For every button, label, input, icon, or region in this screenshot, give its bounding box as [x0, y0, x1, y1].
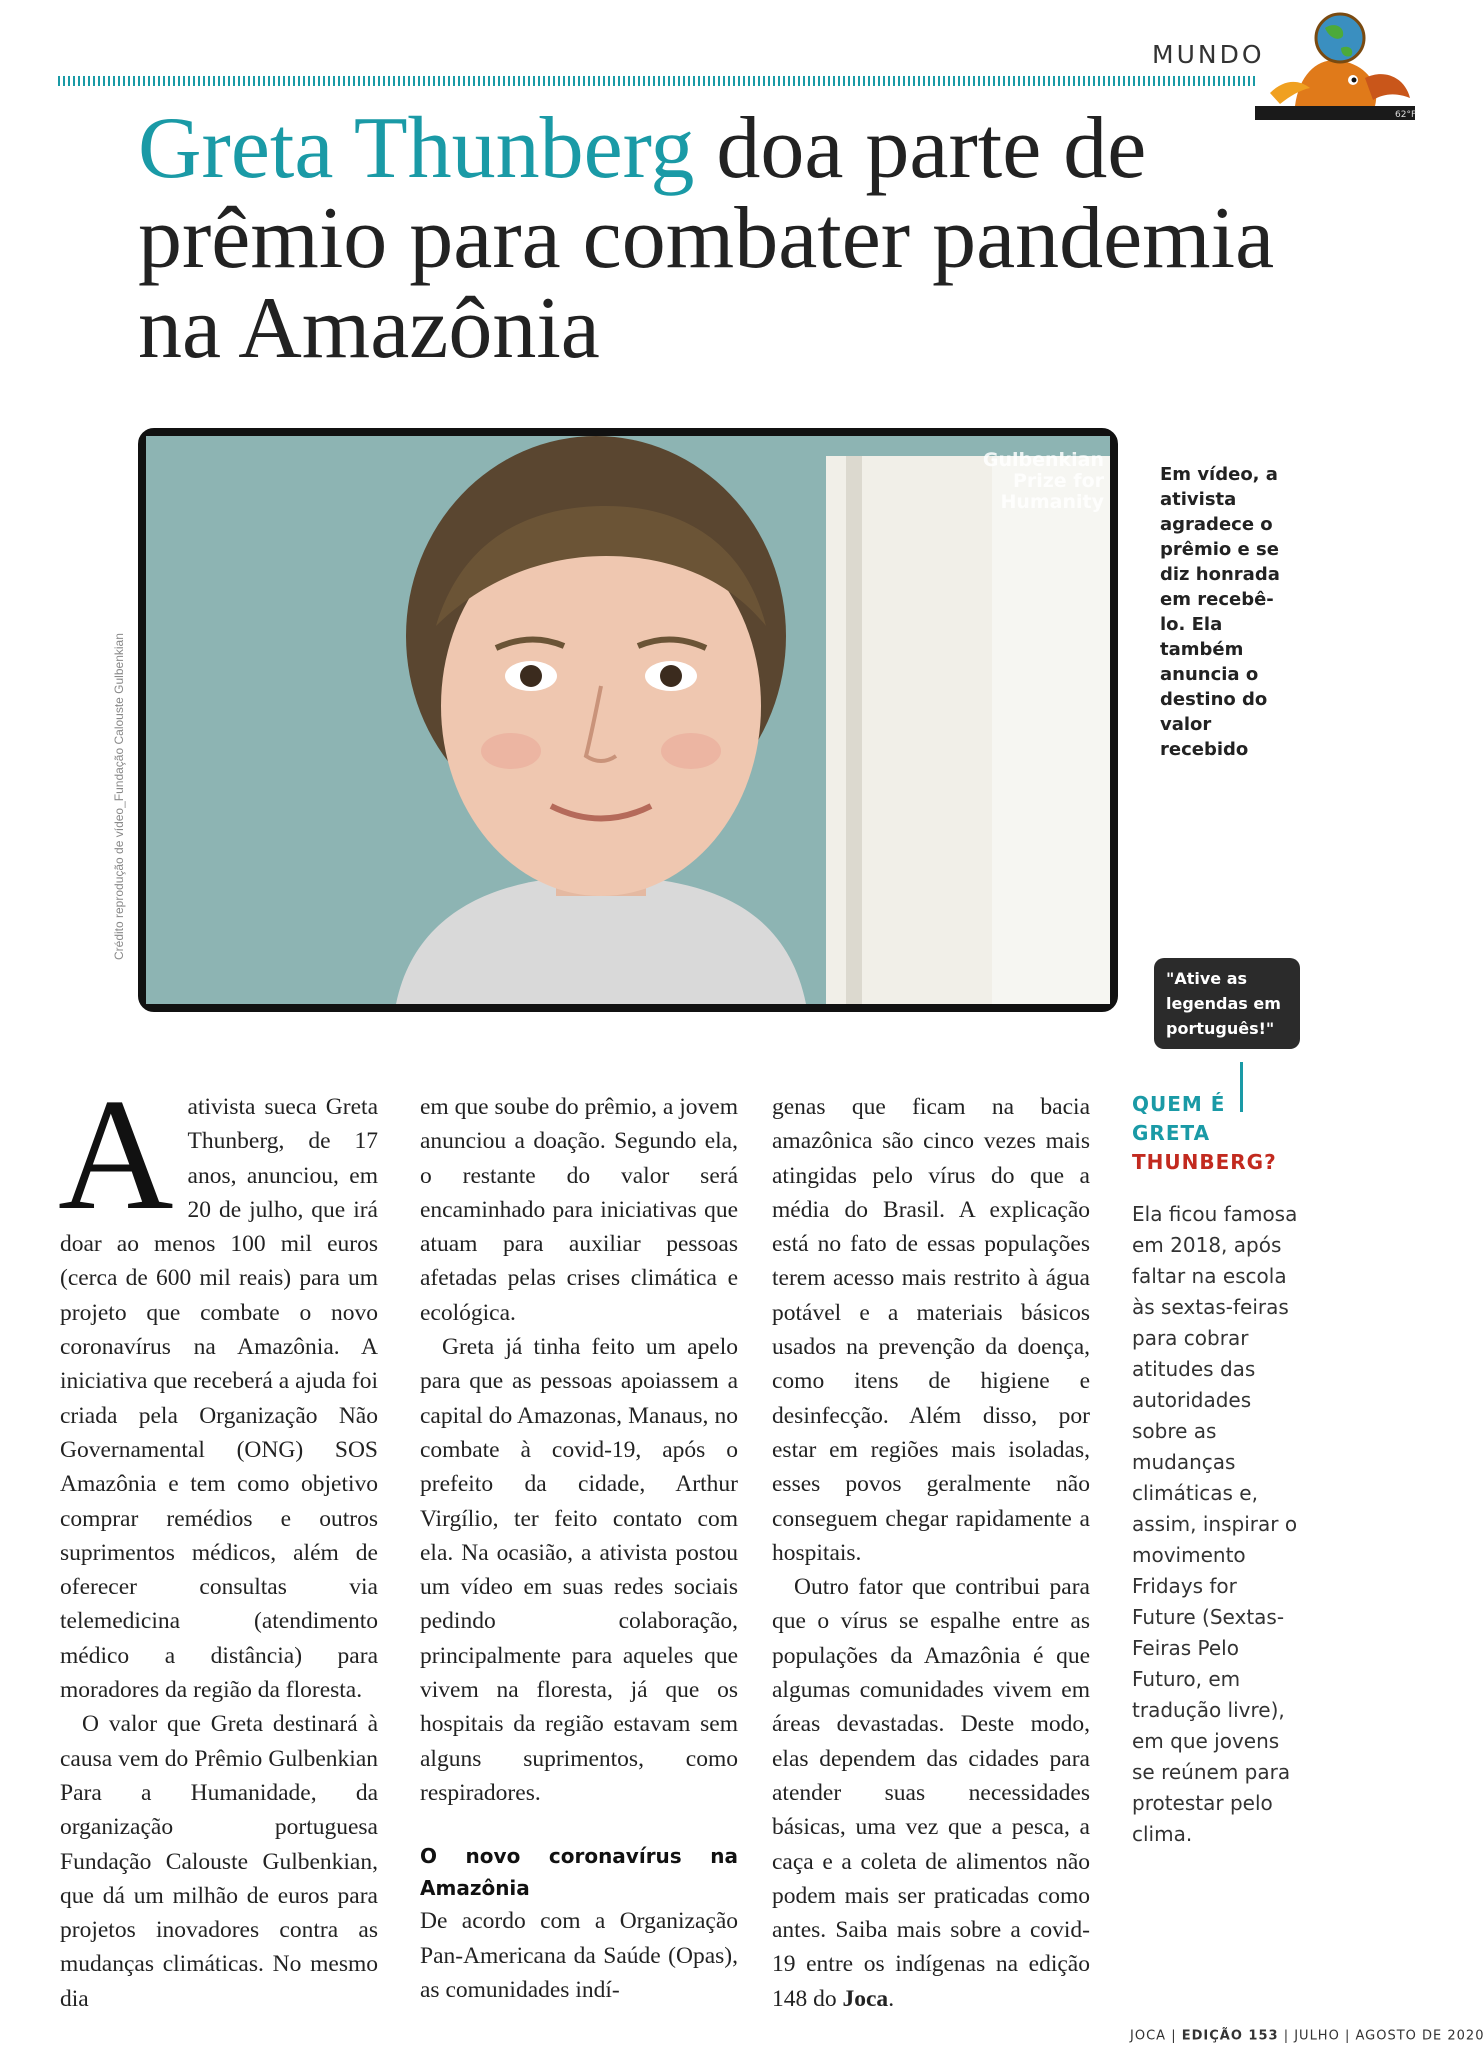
article-paragraph-1 — [58, 1065, 378, 1707]
article-paragraph-7-end: . — [888, 1985, 895, 2012]
video-watermark — [983, 450, 1104, 513]
article-paragraph-5: De acordo com a Organização Pan-Americana da Saúde (Opas), as comunidades indí- — [420, 1908, 738, 2003]
mascot-label: 62°F — [1395, 110, 1417, 120]
article-column-2 — [420, 1090, 738, 2007]
greta-portrait-illustration — [146, 436, 1110, 1004]
section-label: MUNDO — [1152, 40, 1265, 69]
watermark-line-3: Humanity — [1000, 491, 1104, 513]
footer-month-1: JULHO — [1294, 2028, 1340, 2044]
footer-separator-2: | — [1283, 2028, 1290, 2044]
article-paragraph-6: genas que ficam na bacia amazônica são cinco vezes mais atingidas pelo vírus do que a média do Brasil. A explicação está no fato de essas populações terem acesso mais restrito à água potável e a materiais básicos usados na prevenção da doença, como itens de higiene e desinfecção. Além disso, por estar em regiões mais isoladas, esses povos geralmente não conseguem chegar rapidamente a hospitais. — [772, 1094, 1090, 1566]
article-paragraph-3: em que soube do prêmio, a jovem anunciou a doação. Segundo ela, o restante do valor será encaminhado para iniciativas que atuam para auxiliar pessoas afetadas pelas crises climática e ecológica. — [420, 1094, 738, 1326]
sidebar-text: Ela ficou famosa em 2018, após faltar na escola às sextas-feiras para cobrar atitudes das autoridades sobre as mudanças climáticas e, assim, inspirar o movimento Fridays for Future (Sextas-Feiras Pelo Futuro, em tradução livre), em que jovens se reúnem para protestar pelo clima. — [1132, 1202, 1298, 1846]
video-photo — [138, 428, 1118, 1012]
sidebar-title — [1132, 1090, 1302, 1177]
article-paragraph-2: O valor que Greta destinará à causa vem do Prêmio Gulbenkian Para a Humanidade, da organização portuguesa Fundação Calouste Gulbenkian, que dá um milhão de euros para projetos inovadores contra as mudanças climáticas. No mesmo dia — [60, 1711, 378, 2012]
article-subhead: O novo coronavírus na Amazônia — [420, 1844, 738, 1901]
footer-edition: EDIÇÃO 153 — [1181, 2028, 1279, 2044]
headline — [138, 100, 1318, 377]
footer-separator-3: | — [1344, 2028, 1351, 2044]
headline-rest: doa parte de prêmio para combater pandemia na Amazônia — [138, 100, 1275, 377]
watermark-line-1: Gulbenkian — [982, 449, 1104, 471]
footer-month-2: AGOSTO DE 2020 — [1355, 2028, 1484, 2044]
sidebar-title-line-2: GRETA — [1132, 1121, 1211, 1145]
page-footer — [1130, 2029, 1484, 2044]
photo-credit: Crédito reprodução de vídeo_Fundação Calouste Gulbenkian — [112, 633, 126, 960]
article-column-3 — [772, 1090, 1090, 2016]
article-paragraph-7 — [772, 1570, 1090, 2016]
footer-brand: JOCA — [1130, 2028, 1167, 2044]
subtitle-badge: "Ative as legendas em português!" — [1154, 958, 1300, 1049]
article-paragraph-4: Greta já tinha feito um apelo para que as pessoas apoiassem a capital do Amazonas, Manaus, no combate à covid-19, após o prefeito da cidade, Arthur Virgílio, ter feito contato com ela. Na ocasião, a ativista postou um vídeo em suas redes sociais pedindo colaboração, principalmente para aqueles que vivem na floresta, já que os hospitais da região estavam sem alguns suprimentos, como respiradores. — [420, 1334, 738, 1806]
watermark-line-2: Prize for — [1012, 470, 1104, 492]
article-column-1 — [58, 1065, 378, 2016]
article-paragraph-7-text: Outro fator que contribui para que o vírus se espalhe entre as populações da Amazônia é que algumas comunidades vivem em áreas devastadas. Deste modo, elas dependem das cidades para atender suas necessidades básicas, uma vez que a pesca, a caça e a coleta de alimentos não podem mais ser praticadas como antes. Saiba mais sobre a covid-19 entre os indígenas na edição 148 do — [772, 1574, 1090, 2012]
sidebar-box — [1132, 1090, 1302, 1850]
sidebar-title-line-3: THUNBERG? — [1132, 1150, 1277, 1174]
article-paragraph-1-text: ativista sueca Greta Thunberg, de 17 anos, anunciou, em 20 de julho, que irá doar ao menos 100 mil euros (cerca de 600 mil reais) para um projeto que combate o novo coronavírus na Amazônia. A iniciativa que receberá a ajuda foi criada pela Organização Não Governamental (ONG) SOS Amazônia e tem como objetivo comprar remédios e outros suprimentos médicos, além de oferecer consultas via telemedicina (atendimento médico a distância) para moradores da região da floresta. — [60, 1094, 378, 1704]
sidebar-title-line-1: QUEM É — [1132, 1092, 1226, 1116]
headline-name: Greta Thunberg — [138, 100, 695, 197]
joca-brand-text: Joca — [842, 1985, 889, 2012]
photo-caption: Em vídeo, a ativista agradece o prêmio e se diz honrada em recebê-lo. Ela também anuncia o destino do valor recebido — [1160, 464, 1280, 760]
footer-separator-1: | — [1171, 2028, 1177, 2044]
dotted-rule — [58, 76, 1258, 86]
drop-cap: A — [58, 1065, 174, 1243]
